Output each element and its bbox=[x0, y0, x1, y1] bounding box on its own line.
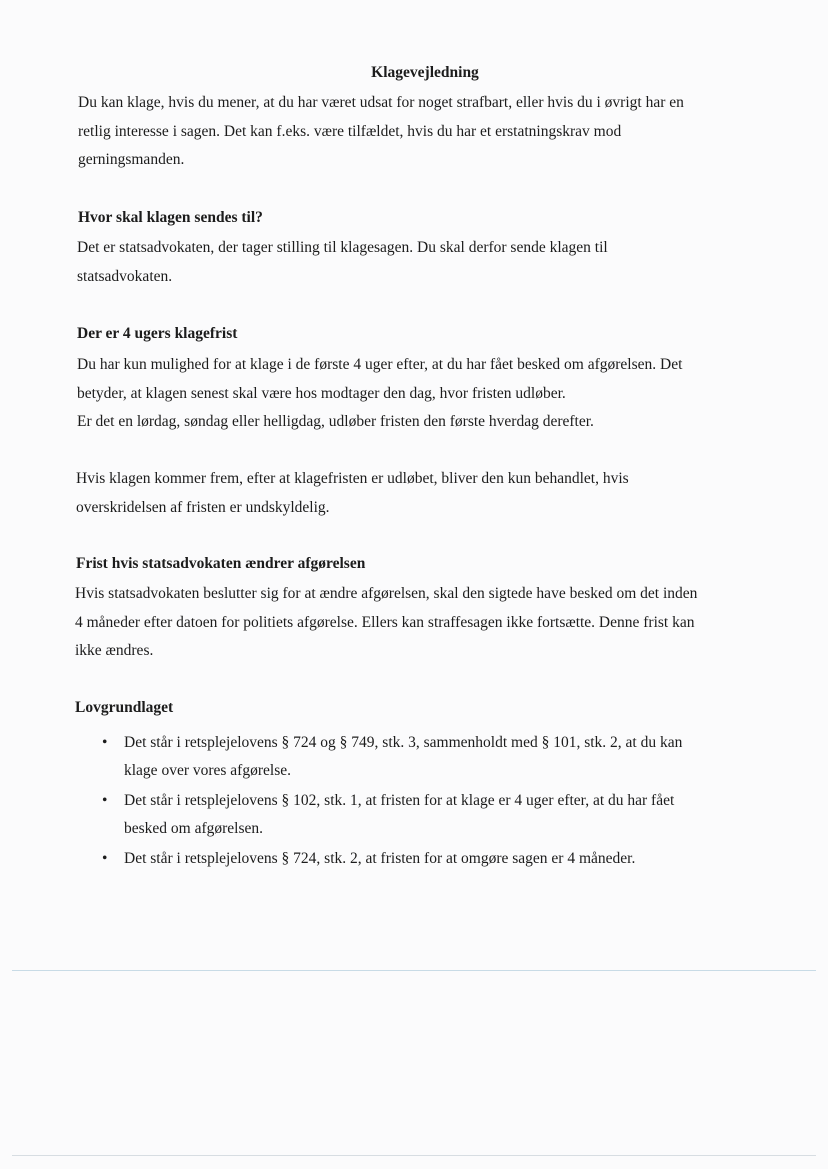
paragraph-line: Er det en lørdag, søndag eller helligdag, udløber fristen den første hverdag derefter. bbox=[77, 413, 594, 430]
list-item-line: Det står i retsplejelovens § 102, stk. 1, at fristen for at klage er 4 uger efter, at du har fået bbox=[124, 792, 675, 809]
section-deadline-paragraph bbox=[77, 351, 682, 437]
intro-paragraph bbox=[78, 89, 684, 175]
list-item-line: besked om afgørelsen. bbox=[124, 820, 264, 837]
bullet-icon: • bbox=[102, 734, 108, 751]
paragraph-line: Du har kun mulighed for at klage i de første 4 uger efter, at du har fået besked om afgørelsen. Det bbox=[77, 356, 683, 373]
paragraph-line: overskridelsen af fristen er undskyldelig. bbox=[76, 498, 330, 516]
section-heading-prosecutor-change: Frist hvis statsadvokaten ændrer afgørelsen bbox=[76, 555, 366, 572]
footer-divider bbox=[12, 970, 816, 971]
section-heading-legal-basis: Lovgrundlaget bbox=[75, 699, 174, 716]
section-where-to-send-paragraph bbox=[77, 234, 608, 291]
page-bottom-edge bbox=[12, 1155, 816, 1156]
intro-line: retlig interesse i sagen. Det kan f.eks. være tilfældet, hvis du har et erstatningskrav mod bbox=[78, 122, 622, 140]
document-title: Klagevejledning bbox=[371, 64, 479, 81]
paragraph-line: statsadvokaten. bbox=[77, 267, 173, 285]
section-heading-deadline: Der er 4 ugers klagefrist bbox=[77, 325, 238, 342]
bullet-icon: • bbox=[102, 850, 108, 867]
section-heading-where-to-send: Hvor skal klagen sendes til? bbox=[78, 209, 263, 226]
intro-line: gerningsmanden. bbox=[78, 151, 185, 168]
list-item bbox=[75, 729, 682, 785]
paragraph-line: ikke ændres. bbox=[75, 642, 154, 659]
paragraph-line: 4 måneder efter datoen for politiets afgørelse. Ellers kan straffesagen ikke fortsætte. Denne frist kan bbox=[75, 613, 695, 631]
bullet-icon: • bbox=[102, 792, 108, 809]
list-item bbox=[75, 845, 682, 873]
paragraph-line: Hvis statsadvokaten beslutter sig for at ændre afgørelsen, skal den sigtede have besked om det inden bbox=[75, 585, 698, 602]
list-item bbox=[75, 787, 682, 843]
section-prosecutor-change-paragraph bbox=[75, 580, 697, 666]
list-item-line: klage over vores afgørelse. bbox=[124, 762, 291, 779]
paragraph-line: Det er statsadvokaten, der tager stilling til klagesagen. Du skal derfor sende klagen til bbox=[77, 239, 608, 256]
section-deadline-late-paragraph bbox=[76, 465, 629, 522]
paragraph-line: betyder, at klagen senest skal være hos modtager den dag, hvor fristen udløber. bbox=[77, 384, 566, 402]
legal-basis-list bbox=[75, 729, 682, 875]
intro-line: Du kan klage, hvis du mener, at du har været udsat for noget strafbart, eller hvis du i øvrigt har en bbox=[78, 94, 684, 111]
list-item-line: Det står i retsplejelovens § 724 og § 749, stk. 3, sammenholdt med § 101, stk. 2, at du kan bbox=[124, 734, 683, 751]
list-item-line: Det står i retsplejelovens § 724, stk. 2, at fristen for at omgøre sagen er 4 måneder. bbox=[124, 850, 636, 867]
paragraph-line: Hvis klagen kommer frem, efter at klagefristen er udløbet, bliver den kun behandlet, hvis bbox=[76, 470, 629, 487]
